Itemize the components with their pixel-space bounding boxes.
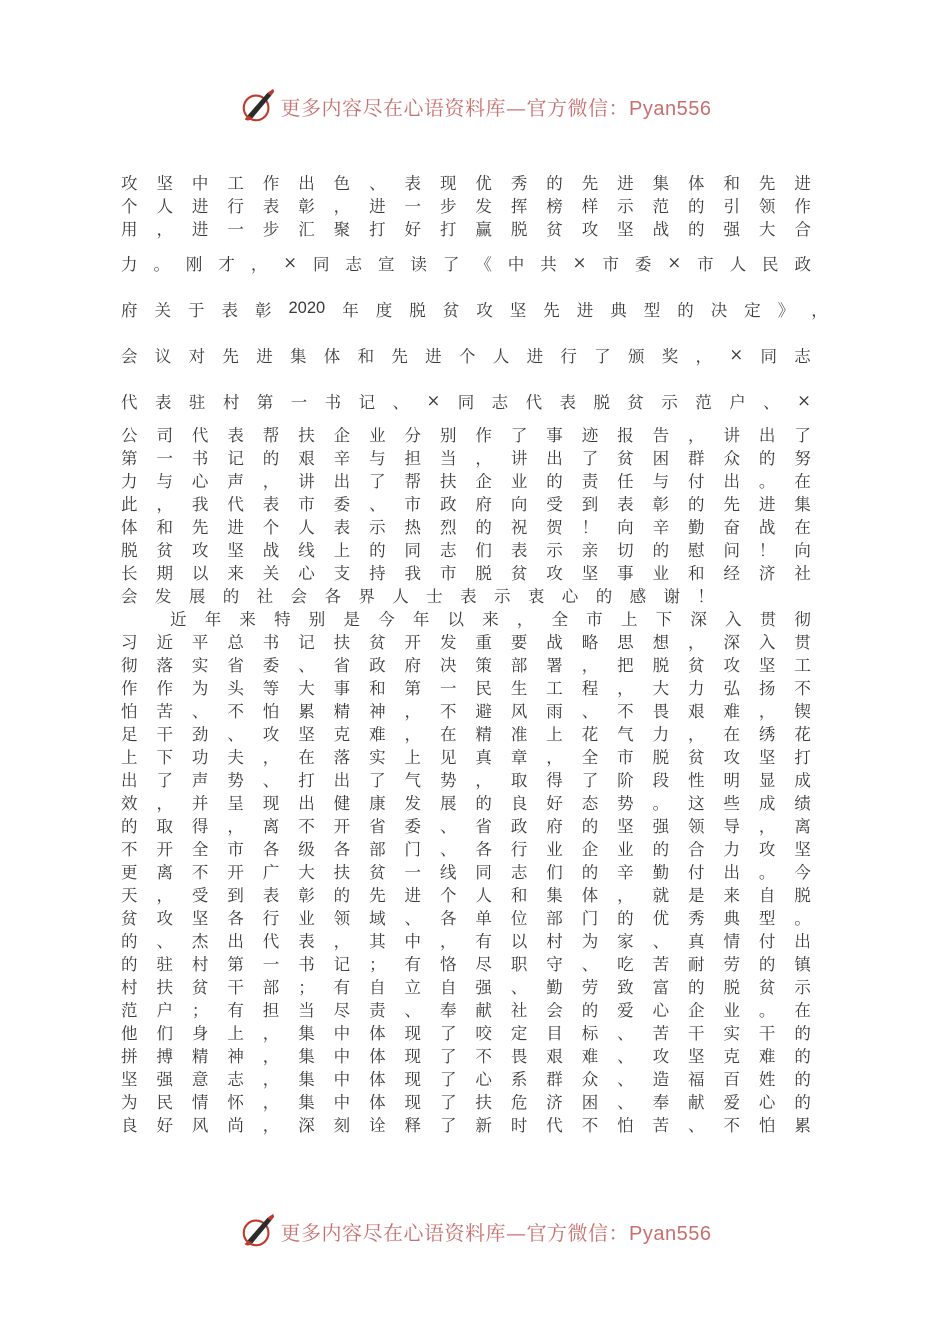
text-line: 长 期 以 来 关 心 支 持 我 市 脱 贫 攻 坚 事 业 和 经 济 社 [121, 563, 811, 583]
text-line: 范 户 ； 有 担 当 尽 责 、 奉 献 社 会 的 爱 心 企 业 。 在 [121, 1000, 811, 1020]
pen-logo-icon [239, 87, 277, 125]
text-line: 彻 落 实 省 委 、 省 政 府 决 策 部 署 ， 把 脱 贫 攻 坚 工 [121, 655, 811, 675]
text-line: 上 下 功 夫 ， 在 落 实 上 见 真 章 ， 全 市 脱 贫 攻 坚 打 [121, 747, 811, 767]
text-line: 足 干 劲 、 攻 坚 克 难 ， 在 精 准 上 花 气 力 ， 在 绣 花 [121, 724, 811, 744]
text-line: 的 、 杰 出 代 表 ， 其 中 ， 有 以 村 为 家 、 真 情 付 出 [121, 931, 811, 951]
text-line: 此 ， 我 代 表 市 委 、 市 政 府 向 受 到 表 彰 的 先 进 集 [121, 494, 811, 514]
text-line: 近 年 来 特 别 是 今 年 以 来 ， 全 市 上 下 深 入 贯 彻 [170, 609, 811, 629]
footer-banner [0, 1211, 950, 1251]
text-line: 效 ， 并 呈 现 出 健 康 发 展 的 良 好 态 势 。 这 些 成 绩 [121, 793, 811, 813]
text-line: 会 发 展 的 社 会 各 界 人 士 表 示 衷 心 的 感 谢 ！ [121, 586, 714, 606]
banner-text: 更多内容尽在心语资料库—官方微信： [280, 95, 630, 120]
wechat-id: Pyan556 [629, 97, 712, 120]
text-line: 习 近 平 总 书 记 扶 贫 开 发 重 要 战 略 思 想 ， 深 入 贯 [121, 632, 811, 652]
header-banner [0, 86, 950, 126]
text-line: 作 作 为 头 等 大 事 和 第 一 民 生 工 程 ， 大 力 弘 扬 不 [121, 678, 811, 698]
wechat-id: Pyan556 [629, 1222, 712, 1245]
text-line: 天 ， 受 到 表 彰 的 先 进 个 人 和 集 体 ， 就 是 来 自 脱 [121, 885, 811, 905]
text-line: 脱 贫 攻 坚 战 线 上 的 同 志 们 表 示 亲 切 的 慰 问 ！ 向 [121, 540, 811, 560]
text-line: 更 离 不 开 广 大 扶 贫 一 线 同 志 们 的 辛 勤 付 出 。 今 [121, 862, 811, 882]
text-line: 体 和 先 进 个 人 表 示 热 烈 的 祝 贺 ！ 向 辛 勤 奋 战 在 [121, 517, 811, 537]
text-line: 第 一 书 记 的 艰 辛 与 担 当 ， 讲 出 了 贫 困 群 众 的 努 [121, 448, 811, 468]
text-line: 个 人 进 行 表 彰 ， 进 一 步 发 挥 榜 样 示 范 的 引 领 作 [121, 196, 811, 216]
text-line: 坚 强 意 志 ， 集 中 体 现 了 心 系 群 众 、 造 福 百 姓 的 [121, 1069, 811, 1089]
text-line: 良 好 风 尚 ， 深 刻 诠 释 了 新 时 代 不 怕 苦 、 不 怕 累 [121, 1115, 811, 1135]
text-line: 的 驻 村 第 一 书 记 ； 有 恪 尽 职 守 、 吃 苦 耐 劳 的 镇 [121, 954, 811, 974]
text-line: 为 民 情 怀 ， 集 中 体 现 了 扶 危 济 困 、 奉 献 爱 心 的 [121, 1092, 811, 1112]
text-line: 力 与 心 声 ， 讲 出 了 帮 扶 企 业 的 责 任 与 付 出 。 在 [121, 471, 811, 491]
text-line: 用 ， 进 一 步 汇 聚 打 好 打 赢 脱 贫 攻 坚 战 的 强 大 合 [121, 219, 811, 239]
text-line: 出 了 声 势 、 打 出 了 气 势 ， 取 得 了 阶 段 性 明 显 成 [121, 770, 811, 790]
banner-text: 更多内容尽在心语资料库—官方微信： [280, 1220, 630, 1245]
text-line: 公 司 代 表 帮 扶 企 业 分 别 作 了 事 迹 报 告 ， 讲 出 了 [121, 425, 811, 445]
pen-logo-icon [239, 1212, 277, 1250]
text-line: 府 关 于 表 彰 2020 年 度 脱 贫 攻 坚 先 进 典 型 的 决 定 》 ， [121, 299, 828, 320]
text-line: 拼 搏 精 神 ， 集 中 体 现 了 不 畏 艰 难 、 攻 坚 克 难 的 [121, 1046, 811, 1066]
text-line: 不 开 全 市 各 级 各 部 门 、 各 行 业 企 业 的 合 力 攻 坚 [121, 839, 811, 859]
text-line: 他 们 身 上 ， 集 中 体 现 了 咬 定 目 标 、 苦 干 实 干 的 [121, 1023, 811, 1043]
text-line: 怕 苦 、 不 怕 累 精 神 ， 不 避 风 雨 、 不 畏 艰 难 ， 锲 [121, 701, 811, 721]
document-body [121, 170, 828, 1135]
text-line: 力 。 刚 才 ， × 同 志 宣 读 了 《 中 共 × 市 委 × 市 人 民 政 [121, 253, 811, 274]
text-line: 贫 攻 坚 各 行 业 领 域 、 各 单 位 部 门 的 优 秀 典 型 。 [121, 908, 811, 928]
text-line: 代 表 驻 村 第 一 书 记 、 × 同 志 代 表 脱 贫 示 范 户 、 × [121, 391, 811, 412]
text-line: 村 扶 贫 干 部 ； 有 自 立 自 强 、 勤 劳 致 富 的 脱 贫 示 [121, 977, 811, 997]
text-line: 会 议 对 先 进 集 体 和 先 进 个 人 进 行 了 颁 奖 ， × 同 志 [121, 345, 811, 366]
text-line: 的 取 得 ， 离 不 开 省 委 、 省 政 府 的 坚 强 领 导 ， 离 [121, 816, 811, 836]
text-line: 攻 坚 中 工 作 出 色 、 表 现 优 秀 的 先 进 集 体 和 先 进 [121, 173, 811, 193]
